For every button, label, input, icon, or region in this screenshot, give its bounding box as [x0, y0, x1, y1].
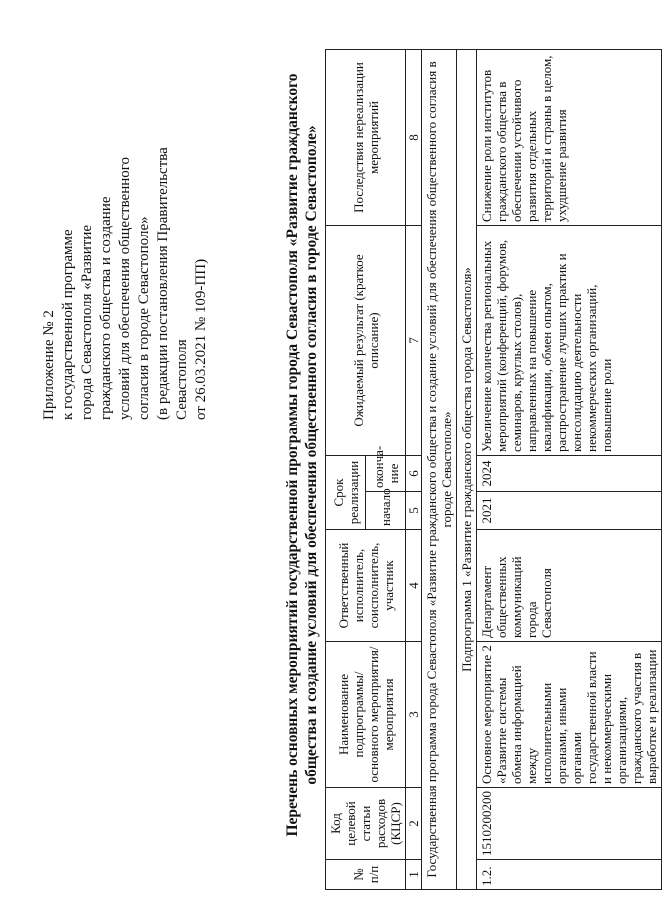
subprogram-title: Подпрограмма 1 «Развитие гражданского общества города Севастополя»: [457, 50, 477, 890]
header-term: Срок реализации: [326, 456, 366, 530]
appendix-line: к государственной программе: [60, 229, 76, 420]
appendix-line: условий для обеспечения общественного: [117, 156, 133, 420]
appendix-line: Приложение № 2: [41, 310, 57, 420]
title-line-2: общества и создание условий для обеспечения общественного согласия в городе Севастополе»: [303, 125, 320, 785]
header-consequences: Последствия нереализации мероприятий: [326, 50, 406, 226]
col-number: 3: [406, 642, 422, 788]
row-consequences: Снижение роли институтов гражданского общества в обеспечении устойчивого развития отдельных территорий и страны в целом, ухудшение развития: [477, 50, 662, 226]
header-executor: Ответственный исполнитель, соисполнитель, участник: [326, 530, 406, 642]
col-number: 5: [406, 492, 422, 530]
program-title: Государственная программа города Севастополя «Развитие гражданского общества и создание условий для обеспечения общественного согласия в городе Севастополе»: [422, 50, 457, 890]
title-line-1: Перечень основных мероприятий государственной программы города Севастополя «Развитие гражданского: [284, 73, 301, 837]
appendix-line: согласия в городе Севастополе»: [136, 216, 152, 420]
row-executor: Департамент общественных коммуникаций города Севастополя: [477, 530, 662, 642]
subprogram-row: [457, 50, 477, 890]
row-num: 1.2.: [477, 860, 662, 890]
measures-table: [325, 49, 662, 890]
header-row: [326, 50, 366, 890]
header-code: Код целевой статьи расходов (КЦСР): [326, 788, 406, 860]
header-end: оконча-ние: [366, 456, 406, 492]
column-numbers-row: [406, 50, 422, 890]
row-name: Основное мероприятие 2 «Развитие системы обмена информацией между исполнительными органами, иными органами государственной власти и некоммерческими организациями, гражданского участия в выработке и реализации: [477, 642, 662, 788]
header-start: начало: [366, 492, 406, 530]
appendix-line: города Севастополя «Развитие: [79, 224, 95, 420]
col-number: 8: [406, 50, 422, 226]
header-num: № п/п: [326, 860, 406, 890]
appendix-line: гражданского общества и создание: [98, 196, 114, 420]
header-name: Наименование подпрограммы/ основного мероприятия/ мероприятия: [326, 642, 406, 788]
program-row: [422, 50, 457, 890]
row-code: 1510200200: [477, 788, 662, 860]
appendix-line: от 26.03.2021 № 109-ПП): [193, 258, 209, 420]
row-end: 2024: [477, 456, 662, 492]
appendix-line: (в редакции постановления Правительства: [155, 147, 171, 420]
row-result: Увеличение количества региональных мероприятий (конференций, форумов, семинаров, круглых столов), направленных на повышение квалификации, обмен опытом, распространение лучших практик и консолидацию деятельности некоммерческих организаций, повышение роли: [477, 226, 662, 456]
document-title: [283, 65, 321, 845]
row-start: 2021: [477, 492, 662, 530]
col-number: 4: [406, 530, 422, 642]
appendix-note: [40, 120, 211, 420]
table-row: [477, 50, 662, 890]
col-number: 1: [406, 860, 422, 890]
col-number: 6: [406, 456, 422, 492]
appendix-line: Севастополя: [174, 339, 190, 420]
col-number: 2: [406, 788, 422, 860]
col-number: 7: [406, 226, 422, 456]
header-result: Ожидаемый результат (краткое описание): [326, 226, 406, 456]
